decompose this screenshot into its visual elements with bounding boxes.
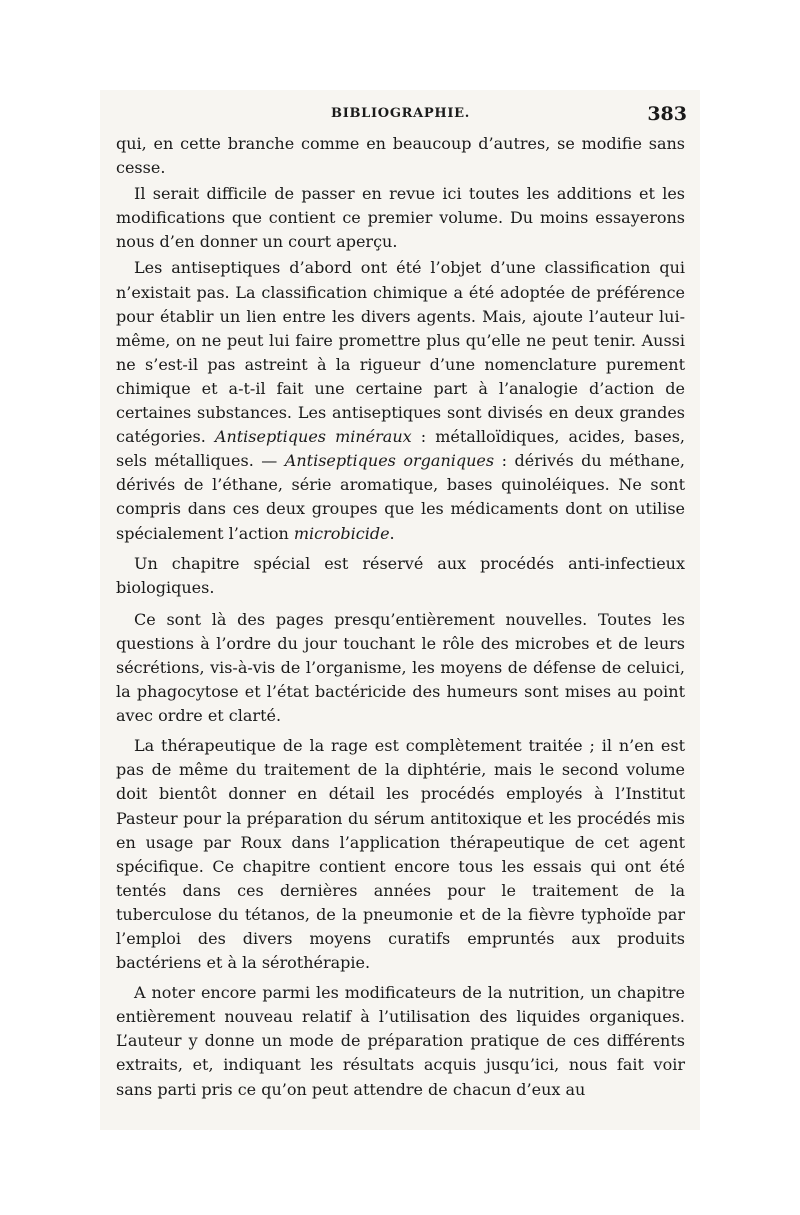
paragraph-text: : métalloïdiques, acides, bases, sels métalliques. — [116,427,686,471]
paragraph-text: Ce sont là des pages presqu’entièrement nouvelles. Toutes les questions à l’ordre du jour touchant le rôle des microbes et de leurs sécrétions, vis-à-vis de l’organisme, les moyens de défense de celuici, la phagocytose et l’état bactéricide des humeurs sont mises au point avec ordre et clarté. [116,609,685,726]
paragraph-text: : dérivés du méthane, dérivés de l’éthane, série aromatique, bases quinoléiques. Ne sont compris dans ces deux groupes que les médicaments dont on utilise spécialement l’action [116,451,685,543]
page-content [116,103,685,1102]
paragraph-text: A noter encore parmi les modificateurs de la nutrition, un chapitre entièrement nouveau relatif à l’utilisation des liquides organiques. L’auteur y donne un mode de préparation pratique de ces différents extraits, et, indiquant les résultats acquis jusqu’ici, nous fait voir sans parti pris ce qu’on peut attendre de chacun d’eux au [116,983,685,1099]
paragraph [116,552,685,600]
paragraph-text: . [389,523,395,543]
paragraph-text: La thérapeutique de la rage est complètement traitée ; il n’en est pas de même du traitement de la diphtérie, mais le second volume doit bientôt donner en détail les procédés employés à l’Institut Pasteur pour la préparation du sérum antitoxique et les procédés mis en usage par Roux dans l’application thérapeutique de cet agent spécifique. Ce chapitre contient encore tous les essais qui ont été tentés dans ces dernières années pour le traitement de la tuberculose du tétanos, de la pneumonie et de la fièvre typhoïde par l’emploi des divers moyens curatifs empruntés aux produits bactériens et à la sérothérapie. [116,736,685,973]
paragraph-text: Un chapitre spécial est réservé aux procédés anti-infectieux biologiques. [116,553,685,597]
paragraph [116,182,685,254]
page-number: 383 [647,103,687,125]
italic-term: microbicide [293,523,390,543]
italic-term: Antiseptiques minéraux [214,427,412,447]
paragraph [116,608,685,728]
page-header [116,103,685,131]
paragraph [116,734,685,975]
paragraph [116,981,685,1101]
paragraph-text: Les antiseptiques d’abord ont été l’objet d’une classification qui n’existait pas. La classification chimique a été adoptée de préférence pour établir un lien entre les divers agents. Mais, ajoute l’auteur lui-même, on ne peut lui faire promettre plus qu’elle ne peut tenir. Aussi ne s’est-il pas astreint à la rigueur d’une nomenclature purement chimique et a-t-il fait une certaine part à l’analogie d’action de certaines substances. Les antiseptiques sont divisés en deux grandes catégories. [116,258,685,447]
paragraph [116,256,685,545]
paragraph-text: Il serait difficile de passer en revue ici toutes les additions et les modifications que contient ce premier volume. Du moins essayerons nous d’en donner un court aperçu. [116,184,685,252]
italic-term: Antiseptiques organiques [284,451,495,471]
running-head: BIBLIOGRAPHIE. [331,106,470,121]
paragraph [116,132,685,180]
paragraph-text: qui, en cette branche comme en beaucoup d’autres, se modifie sans cesse. [116,134,685,178]
